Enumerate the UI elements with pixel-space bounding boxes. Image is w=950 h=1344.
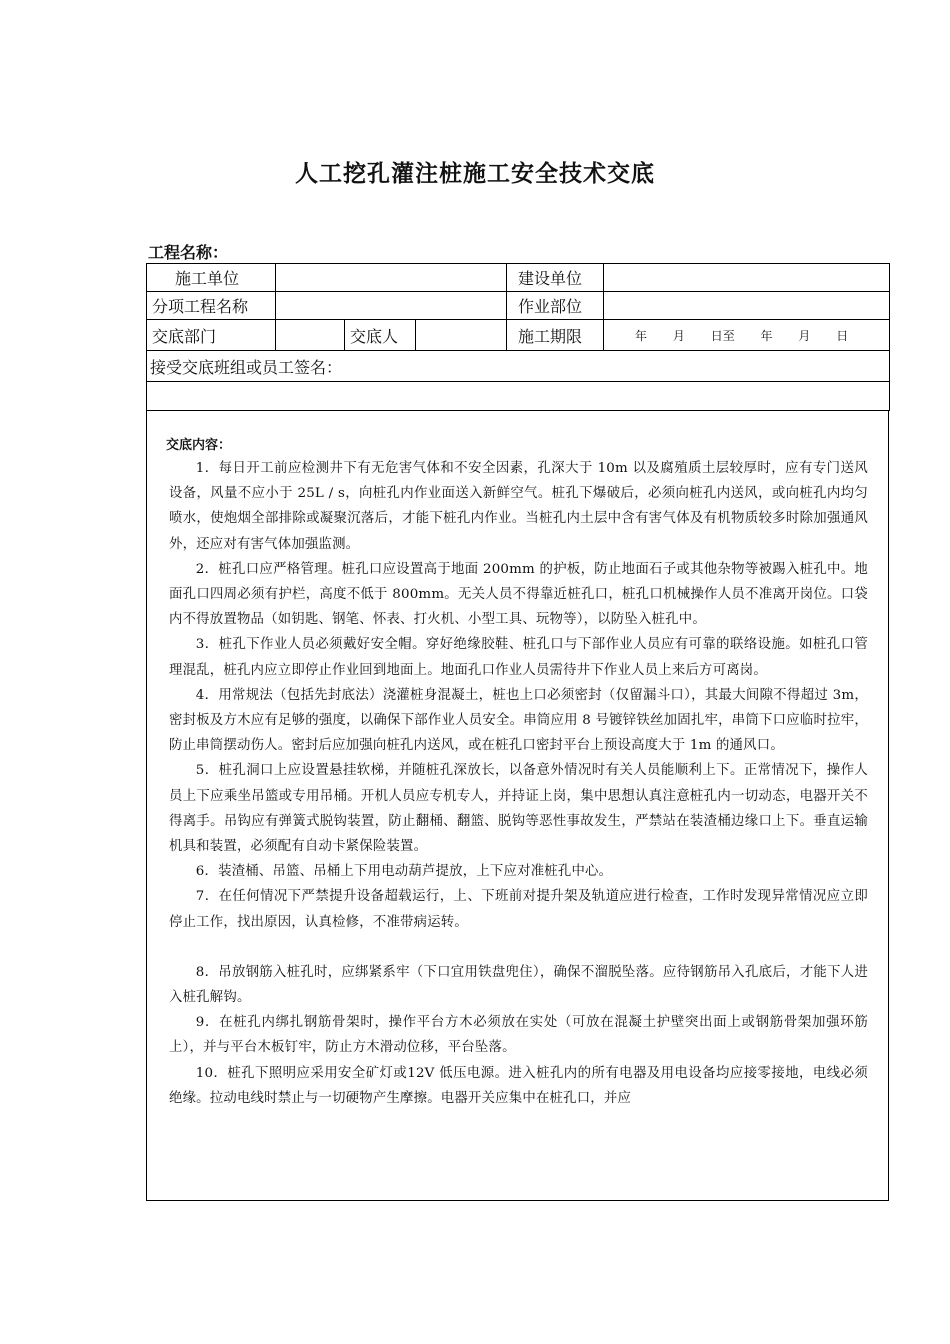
list-item: 10．桩孔下照明应采用安全矿灯或12V 低压电源。进入桩孔内的所有电器及用电设备均应接零接地，电线必须绝缘。拉动电线时禁止与一切硬物产生摩擦。电器开关应集中在桩孔口，并应	[169, 1065, 868, 1106]
table-row	[147, 320, 890, 351]
briefer-label: 交底人	[345, 320, 416, 351]
list-item: 6．装渣桶、吊篮、吊桶上下用电动葫芦提放，上下应对准桩孔中心。	[195, 864, 613, 880]
construction-unit-field[interactable]	[276, 264, 507, 292]
period-part: 日	[836, 328, 849, 343]
table-row	[147, 382, 890, 411]
table-row	[147, 264, 890, 292]
list-item: 8．吊放钢筋入桩孔时，应绑紧系牢（下口宜用铁盘兜住），确保不溜脱坠落。应待钢筋吊入孔底后，才能下人进入桩孔解钩。	[169, 964, 868, 1006]
signature-field[interactable]	[147, 382, 890, 411]
list-item: 7．在任何情况下严禁提升设备超载运行，上、下班前对提升架及轨道应进行检查，工作时发现异常情况应立即停止工作，找出原因，认真检修，不准带病运转。	[169, 889, 868, 930]
work-location-field[interactable]	[604, 292, 890, 320]
work-location-label: 作业部位	[507, 292, 604, 320]
list-item: 3．桩孔下作业人员必须戴好安全帽。穿好绝缘胶鞋、桩孔口与下部作业人员应有可靠的联络设施。如桩孔口管理混乱，桩孔内应立即停止作业回到地面上。地面孔口作业人员需待井下作业人员上来后方可离岗。	[169, 637, 868, 678]
period-part: 年	[760, 328, 773, 343]
table-row	[147, 351, 890, 382]
content-items	[169, 456, 868, 1111]
list-item: 4．用常规法（包括先封底法）浇灌桩身混凝土，桩也上口必须密封（仅留漏斗口），其最大间隙不得超过 3m，密封板及方木应有足够的强度，以确保下部作业人员安全。串筒应用 8 号镀锌铁丝加固扎牢，串筒下口应临时拉牢，防止串筒摆动伤人。密封后应加强向桩孔内送风，或在桩孔口密封平台上预设高度大于 1m 的通风口。	[169, 687, 868, 754]
list-item: 2．桩孔口应严格管理。桩孔口应设置高于地面 200mm 的护板，防止地面石子或其他杂物等被踢入桩孔中。地面孔口四周必须有护栏，高度不低于 800mm。无关人员不得靠近桩孔口，桩孔口机械操作人员不准离开岗位。口袋内不得放置物品（如钥匙、钢笔、怀表、打火机、小型工具、玩物等），以防坠入桩孔中。	[169, 561, 868, 628]
sub-project-label: 分项工程名称	[147, 292, 276, 320]
list-item: 9．在桩孔内绑扎钢筋骨架时，操作平台方木必须放在实处（可放在混凝土护壁突出面上或钢筋骨架加强环筋上），并与平台木板钉牢，防止方木滑动位移，平台坠落。	[169, 1015, 868, 1056]
list-item: 1．每日开工前应检测井下有无危害气体和不安全因素，孔深大于 10m 以及腐殖质土层较厚时，应有专门送风设备，风量不应小于 25L / s，向桩孔内作业面送入新鲜空气。桩孔下爆破后，必须向桩孔内送风，或向桩孔内均匀喷水，使炮烟全部排除或凝聚沉落后，才能下桩孔内作业。当桩孔内土层中含有害气体及有机物质较多时除加强通风外，还应对有害气体加强监测。	[169, 461, 868, 552]
sub-project-field[interactable]	[276, 292, 507, 320]
project-name-label: 工程名称：	[148, 243, 229, 262]
owner-unit-field[interactable]	[604, 264, 890, 292]
period-field[interactable]	[604, 320, 890, 351]
briefing-info-table	[146, 263, 890, 411]
table-row	[147, 292, 890, 320]
construction-unit-label: 施工单位	[147, 264, 276, 292]
briefing-content	[146, 410, 889, 1201]
list-item: 5．桩孔洞口上应设置悬挂软梯，并随桩孔深放长，以备意外情况时有关人员能顺利上下。正常情况下，操作人员上下应乘坐吊篮或专用吊桶。开机人员应专机专人，并持证上岗，集中思想认真注意桩孔内一切动态，电器开关不得离手。吊钩应有弹簧式脱钩装置，防止翻桶、翻篮、脱钩等恶性事故发生，严禁站在装渣桶边缘口上下。垂直运输机具和装置，必须配有自动卡紧保险装置。	[169, 763, 868, 855]
briefing-dept-field[interactable]	[276, 320, 345, 351]
content-heading: 交底内容：	[166, 438, 232, 453]
period-part: 日至	[710, 328, 735, 343]
period-part: 月	[672, 328, 685, 343]
period-part: 年	[635, 328, 648, 343]
period-part: 月	[798, 328, 811, 343]
period-label: 施工期限	[507, 320, 604, 351]
owner-unit-label: 建设单位	[507, 264, 604, 292]
page-title: 人工挖孔灌注桩施工安全技术交底	[295, 161, 655, 187]
briefing-dept-label: 交底部门	[147, 320, 276, 351]
briefer-field[interactable]	[416, 320, 507, 351]
signature-label: 接受交底班组或员工签名：	[147, 351, 890, 382]
